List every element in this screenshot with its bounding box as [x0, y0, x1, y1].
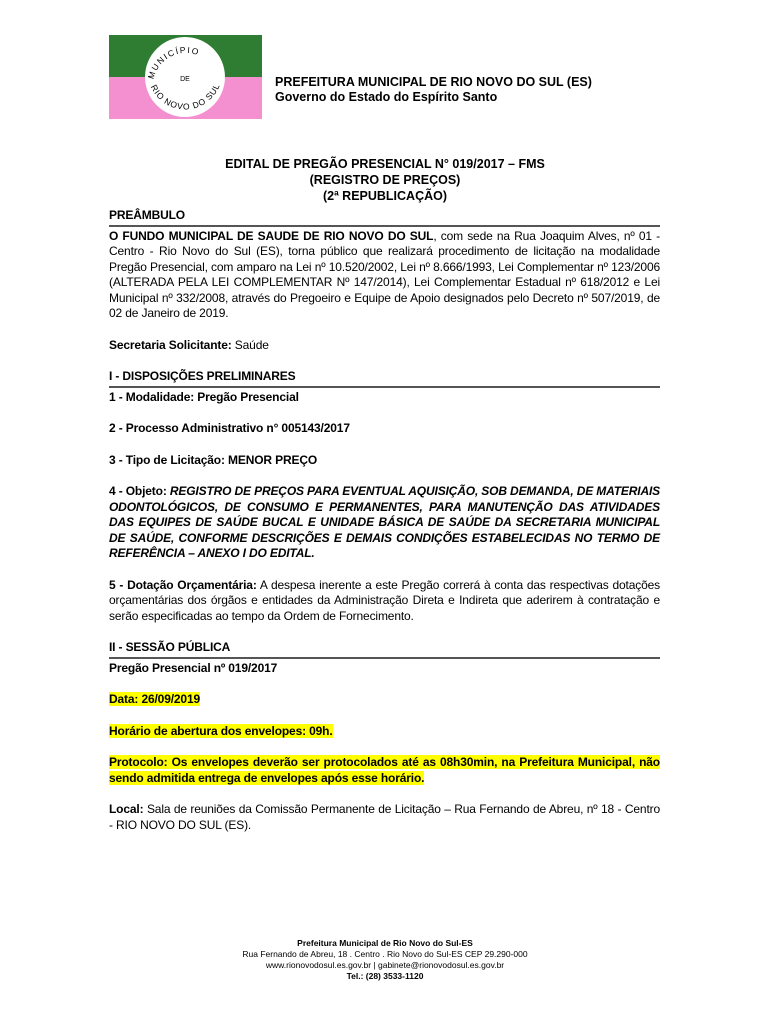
header-governo: Governo do Estado do Espírito Santo — [275, 90, 498, 104]
svg-text:RIO NOVO DO SUL: RIO NOVO DO SUL — [148, 81, 222, 112]
footer-prefeitura: Prefeitura Municipal de Rio Novo do Sul-ES — [297, 938, 473, 948]
footer-address: Rua Fernando de Abreu, 18 . Centro . Rio Novo do Sul-ES CEP 29.290-000 — [242, 949, 528, 959]
session-date: Data: 26/09/2019 — [109, 692, 200, 706]
protocolo-line — [109, 755, 660, 786]
preambulo-paragraph — [109, 229, 660, 322]
item-processo: 2 - Processo Administrativo n° 005143/2017 — [109, 421, 350, 435]
section-1-heading: I - DISPOSIÇÕES PRELIMINARES — [109, 369, 660, 388]
document-footer — [0, 938, 770, 982]
title-line-1: EDITAL DE PREGÃO PRESENCIAL N° 019/2017 – FMS — [225, 157, 545, 171]
item-tipo-licitacao: 3 - Tipo de Licitação: MENOR PREÇO — [109, 452, 318, 467]
preambulo-text: , com sede na Rua Joaquim Alves, nº 01 - Centro - Rio Novo do Sul (ES), torna público que realizará procedimento de licitação na modalidade Pregão Presencial, com amparo na Lei nº 10.520/2002, Lei nº 8.666/1993, Lei Complementar nº 123/2006 (ALTERADA PELA LEI COMPLEMENTAR Nº 147/2014), Lei Complementar Estadual nº 618/2012 e Lei Municipal nº 332/2008, através do Pregoeiro e Equipe de Apoio designados pelo Decreto nº 507/2019, de 02 de Janeiro de 2019. — [109, 228, 660, 320]
preambulo-lead: O FUNDO MUNICIPAL DE SAUDE DE RIO NOVO DO SUL — [109, 228, 434, 243]
objeto-text: REGISTRO DE PREÇOS PARA EVENTUAL AQUISIÇÃO, SOB DEMANDA, DE MATERIAIS ODONTOLÓGICOS, DE CONSUMO E PERMANENTES, PARA MANUTENÇÃO DAS ATIVIDADES DAS EQUIPES DE SAÚDE BUCAL E UNIDADE BÁSICA DE SAÚDE DA SECRETARIA MUNICIPAL DE SAÚDE, CONFORME DESCRIÇÕES E DEMAIS CONDIÇÕES ESTABELECIDAS NO TERMO DE REFERÊNCIA – ANEXO I DO EDITAL. — [109, 484, 661, 560]
title-line-3: (2ª REPUBLICAÇÃO) — [322, 189, 448, 203]
municipal-flag-logo — [109, 35, 262, 119]
objeto-label: 4 - Objeto: — [109, 484, 170, 498]
footer-phone: Tel.: (28) 3533-1120 — [346, 971, 424, 981]
header-prefeitura: PREFEITURA MUNICIPAL DE RIO NOVO DO SUL (ES) — [275, 75, 592, 89]
secretaria-label: Secretaria Solicitante: — [109, 337, 232, 352]
data-line — [109, 692, 660, 708]
item-modalidade: 1 - Modalidade: Pregão Presencial — [109, 389, 299, 404]
document-body — [109, 208, 660, 833]
section-2-heading: II - SESSÃO PÚBLICA — [109, 640, 660, 659]
svg-text:MUNICÍPIO: MUNICÍPIO — [145, 44, 202, 81]
footer-web-email: www.rionovodosul.es.gov.br | gabinete@rionovodosul.es.gov.br — [265, 960, 505, 970]
local-label: Local: — [109, 802, 144, 816]
opening-time: Horário de abertura dos envelopes: 09h. — [109, 723, 333, 738]
dotacao-text: A despesa inerente a este Pregão correrá à conta das respectivas dotações orçamentárias dos órgãos e entidades da Administração Direta e Indireta que aderirem à contratação e serão especificadas ao tempo da Ordem de Fornecimento. — [109, 577, 661, 623]
item-objeto — [109, 484, 660, 562]
protocolo-text: Protocolo: Os envelopes deverão ser protocolados até as 08h30min, na Prefeitura Municipal, não sendo admitida entrega de envelopes após esse horário. — [109, 755, 660, 785]
horario-line — [109, 724, 660, 740]
edital-title — [0, 156, 770, 204]
secretaria-value: Saúde — [231, 337, 269, 352]
title-line-2: (REGISTRO DE PREÇOS) — [309, 173, 461, 187]
local-text: Sala de reuniões da Comissão Permanente de Licitação – Rua Fernando de Abreu, nº 18 - Centro - RIO NOVO DO SUL (ES). — [109, 802, 660, 832]
svg-text:DE: DE — [180, 76, 190, 83]
document-header — [275, 75, 592, 105]
dotacao-label: 5 - Dotação Orçamentária: — [109, 577, 257, 592]
pregao-number: Pregão Presencial nº 019/2017 — [109, 660, 278, 675]
local-line — [109, 802, 660, 833]
secretaria-line — [109, 338, 660, 354]
preambulo-heading: PREÂMBULO — [109, 208, 660, 227]
item-dotacao — [109, 578, 660, 625]
